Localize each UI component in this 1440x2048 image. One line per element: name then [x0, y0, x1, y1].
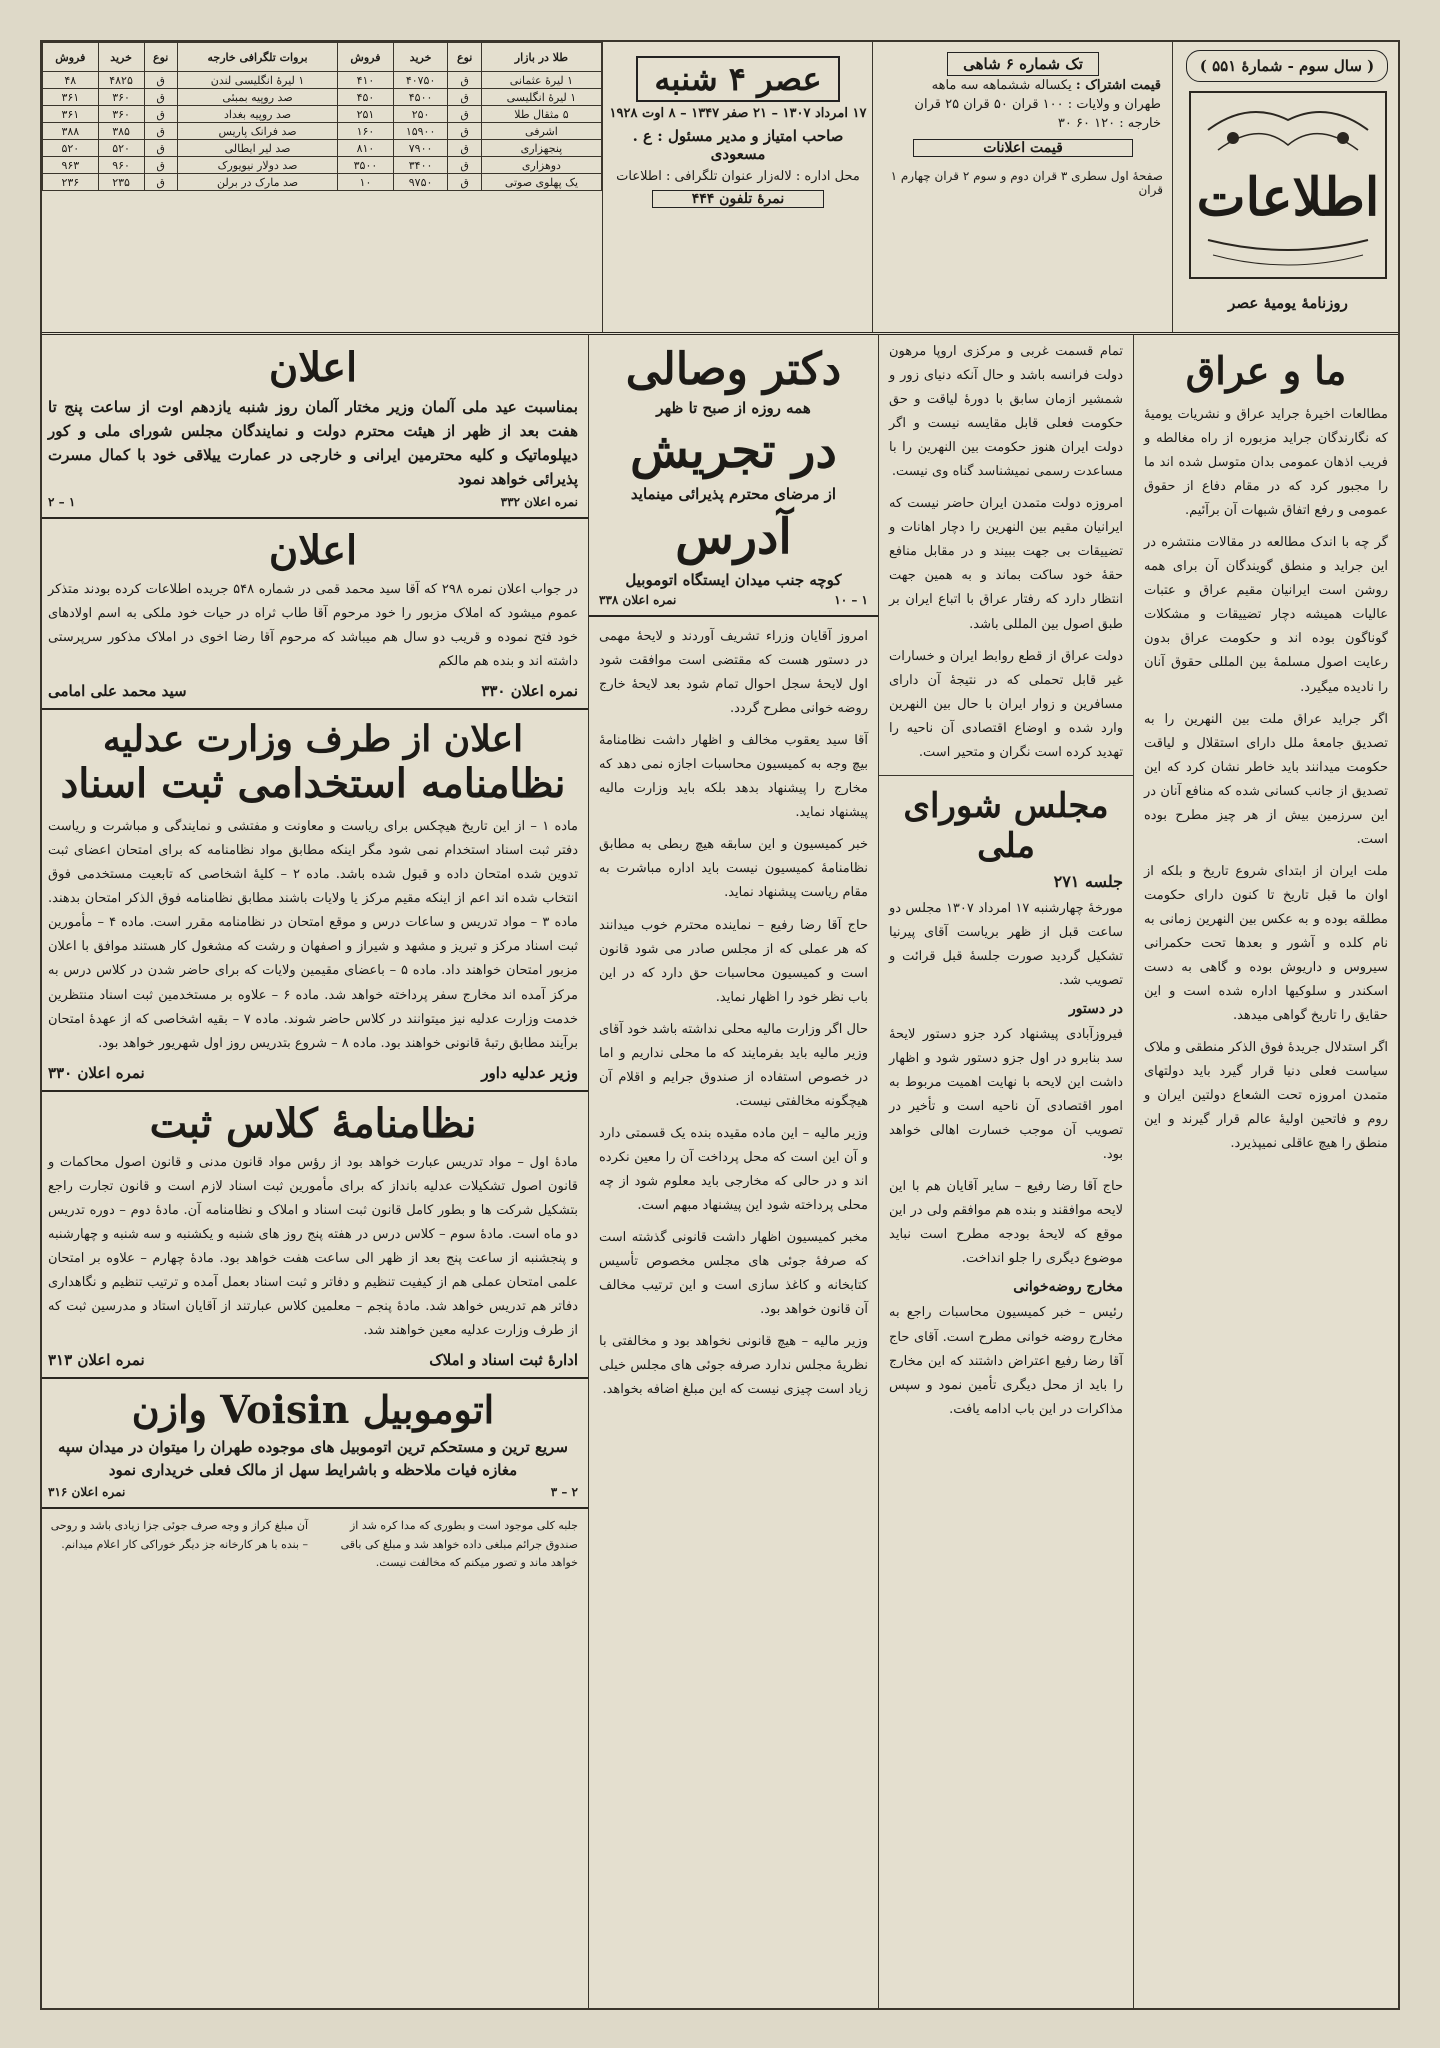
rates-cell: یک پهلوی صوتی: [481, 174, 601, 191]
rates-row: [43, 123, 602, 140]
debate-paragraph: آقا سید یعقوب مخالف و اظهار داشت نظامنامهٔ بیچ وجه به کمیسیون محاسبات اجازه نمی دهد که مخارج را پیشنهاد بدهد بلکه باید وزارت مالیه پیشنهاد نماید.: [599, 733, 868, 821]
logo-illustration-icon: [1188, 90, 1388, 280]
announcement-title: اعلان: [268, 344, 358, 391]
section-divider: [589, 615, 878, 617]
rates-cell: ۱۶۰: [338, 123, 394, 140]
rates-header-cell: نوع: [448, 43, 481, 72]
signature: سید محمد علی امامی: [48, 682, 187, 701]
ad-price-label: قیمت اعلانات: [913, 139, 1133, 157]
single-issue-price: تک شماره ۶ شاهی: [947, 52, 1099, 76]
signature-row: [48, 1064, 578, 1082]
doctor-address: کوچه جنب میدان ایستگاه اتوموبیل: [625, 571, 842, 589]
article-paragraph: گر چه با اندک مطالعه در مقالات منتشره در این جراید و منطق گویندگان آن برای همه روشن است ایرانیان مقیم عراق و عتبات عالیات همیشه دچار تضییقات و مشکلات گوناگون بوده اند و حکومت عراق بدون رعایت اصول مسلمهٔ بین المللی حقوق آنان را نادیده میگیرد.: [1144, 535, 1388, 695]
rates-header-cell: فروش: [338, 43, 394, 72]
rates-cell: ۳۶۱: [43, 89, 99, 106]
rates-cell: ق: [144, 106, 177, 123]
rates-row: [43, 140, 602, 157]
rates-header-cell: طلا در بازار: [481, 43, 601, 72]
rates-cell: ۲۳۶: [43, 174, 99, 191]
article-paragraph: امروزه دولت متمدن ایران حاضر نیست که ایرانیان مقیم بین النهرین را دچار اهانات و تضییقات بی جهت ببیند و در مقابل منافع حقهٔ خود ساکت بماند و به همین جهت انتظار دارد که رفتار عراق با اتباع ایران بر طبق اصول بین المللی باشد.: [889, 496, 1123, 632]
logo-column: [1172, 42, 1398, 332]
car-ad-title: اتوموبیل Voisin وازن: [131, 1387, 495, 1433]
rates-cell: صد فرانک پاریس: [177, 123, 337, 140]
ad-number: نمره اعلان ۳۳۲: [500, 495, 578, 509]
rates-row: [43, 106, 602, 123]
ad-number: نمره اعلان ۳۱۶: [48, 1485, 126, 1500]
title-column: [602, 42, 873, 332]
debate-paragraph: امروز آقایان وزراء تشریف آوردند و لایحهٔ مهمی در دستور هست که مقتضی است موافقت شود اول لایحهٔ سجل احوال تمام شود بعد لایحهٔ خارج روضه خوانی مطرح گردد.: [599, 629, 868, 717]
article-paragraph: مطالعات اخیرهٔ جراید عراق و نشریات یومیهٔ که نگارندگان جراید مزبوره از راه مغالطه و فریب اذهان عمومی بدان متوسل شده اند ما را مجبور کرد که در مقام دفاع از حقوق عمومی و رفع اتفاق شبهات آن برآئیم.: [1144, 407, 1388, 519]
price-column: [872, 42, 1173, 332]
rates-cell: ۳۶۱: [43, 106, 99, 123]
session-number: جلسه ۲۷۱: [1053, 871, 1123, 891]
rates-cell: ۱ لیرهٔ انگلیسی لندن: [177, 72, 337, 89]
rates-cell: صد دولار نیویورک: [177, 157, 337, 174]
rates-row: [43, 157, 602, 174]
session-paragraph: فیروزآبادی پیشنهاد کرد جزو دستور لایحهٔ سد بنابرو در اول جزو دستور شود و اظهار داشت این لایحه با نهایت اهمیت مربوط به امور اقتصادی آن ناحیه است و تأخیر در تصویب آن موجب خسارت اهالی خواهد بود.: [889, 1026, 1123, 1163]
debate-paragraph: حال اگر وزارت مالیه محلی نداشته باشد خود آقای وزیر مالیه باید بفرمایند که ما محلی نداریم و اما در خصوص استفاده از صندوق جرایم و اقلام آن هیچگونه مخالفتی نیست.: [599, 1021, 868, 1109]
abroad-price-row: خارجه : ۱۲۰ ۶۰ ۳۰: [1057, 116, 1161, 131]
rates-cell: ۴۸: [43, 72, 99, 89]
announcement-text: بمناسبت عید ملی آلمان وزیر مختار آلمان روز شنبه یازدهم اوت از ساعت پنج تا هفت بعد از ظهر از هیئت محترم دولت و نمایندگان مجلس شورای ملی و کور دیپلوماتیک و کلیه محترمین ایرانی و خارجی در عمارت ییلاقی خود با کمال مسرت پذیرائی خواهد نمود: [48, 398, 578, 488]
rates-cell: صد روپیه بمبئی: [177, 89, 337, 106]
exchange-rates: [42, 42, 602, 332]
newspaper-logo: [1188, 90, 1388, 280]
rates-header-cell: فروش: [43, 43, 99, 72]
bottom-notes: [48, 1517, 578, 1573]
session-paragraph: رئیس – خبر کمیسیون محاسبات راجع به مخارج روضه خوانی مطرح است. آقای حاج آقا رضا رفیع اعتراض داشتند که این مخارج را باید از محل دیگری تأمین نمود و سپس مذاکرات در این باب ادامه یافت.: [889, 1305, 1123, 1417]
rates-cell: ۲۵۰: [393, 106, 448, 123]
rates-cell: ق: [144, 174, 177, 191]
regulation-headline: نظامنامه استخدامی ثبت اسناد: [60, 760, 566, 808]
address-title: آدرس: [675, 509, 792, 565]
doctor-reception: از مرضای محترم پذیرائی مینماید: [630, 485, 837, 503]
rates-cell: ۳۶۰: [98, 106, 144, 123]
rates-cell: ۴۰۷۵۰: [393, 72, 448, 89]
note-text: آن مبلغ کراز و وجه صرف جوئی جزا زیادی باشد و روحی – بنده با هر کارخانه جز دیگر خوراکی کار اعلام میدانم.: [50, 1519, 308, 1551]
paper-subtitle: روزنامهٔ یومیهٔ عصر: [1228, 294, 1348, 312]
ad-number-row: [48, 495, 578, 509]
rates-cell: ۹۶۰: [98, 157, 144, 174]
volume-tag: ( سال سوم - شمارهٔ ۵۵۱ ): [1186, 50, 1388, 82]
column-divider: [879, 775, 1133, 776]
phone-number: نمرهٔ تلفون ۴۴۴: [652, 190, 824, 208]
rates-cell: ۴۸۲۵: [98, 72, 144, 89]
column-parliament: [878, 334, 1133, 2008]
rates-cell: ۳۵۰۰: [338, 157, 394, 174]
expenses-subhead: مخارج روضه‌خوانی: [1013, 1279, 1123, 1296]
note-text: جلبه کلی موجود است و بطوری که مدا کره شد از صندوق جرائم مبلغی داده خواهد شد و مبلغ کی باقی خواهد ماند و تصور میکنم که مخالفت نیست.: [340, 1519, 578, 1570]
rates-cell: ۳۶۰: [98, 89, 144, 106]
rates-cell: دوهزاری: [481, 157, 601, 174]
doctor-place: در تجریش: [630, 423, 837, 479]
rates-cell: اشرفی: [481, 123, 601, 140]
logo-text: اطلاعات: [1196, 167, 1380, 228]
column-iraq-article: [1133, 334, 1398, 2008]
announcement-title: اعلان: [268, 527, 358, 574]
rates-header-cell: خرید: [393, 43, 448, 72]
rates-cell: صد مارک در برلن: [177, 174, 337, 191]
section-divider: [40, 517, 588, 519]
office-line: محل اداره : لاله‌زار عنوان تلگرافی : اطلاعات: [616, 169, 860, 184]
agenda-subhead: در دستور: [1068, 1000, 1123, 1017]
column-doctor-ad-and-debate: [588, 334, 878, 2008]
rates-cell: ۱۵۹۰۰: [393, 123, 448, 140]
column-announcements: [40, 334, 588, 2008]
ad-number: نمره اعلان ۳۱۳: [48, 1351, 145, 1370]
subscription-label: قیمت اشتراک : یکساله ششماهه سه ماهه: [931, 78, 1161, 93]
rates-cell: صد لیر ایطالی: [177, 140, 337, 157]
rates-cell: ق: [448, 89, 481, 106]
rates-cell: ۴۵۰: [338, 89, 394, 106]
article-paragraph: ملت ایران از ابتدای شروع تاریخ و بلکه از اوان ما قبل تاریخ تا کنون دارای حکومت مطلقه بوده و به عکس بین النهرین زمانی به نام کلده و آشور و بعدها تحت حکمرانی سیروس و داریوش بوده و گاهی به دست اسکندر و سلوکیها اداره شده است و این حقایق را تاریخ گواهی میدهد.: [1144, 863, 1388, 1024]
rates-cell: ق: [144, 140, 177, 157]
rates-cell: ق: [448, 106, 481, 123]
article-headline: ما و عراق: [1185, 348, 1347, 393]
rates-header-cell: نوع: [144, 43, 177, 72]
ad-number-row: [48, 1485, 578, 1499]
article-paragraph: اگر جراید عراق ملت بین النهرین را به تصدیق جامعهٔ ملل دارای استقلال و لیاقت حکومت میدانند باید خاطر نشان کرد که این تصدیق از جانب کسانی شده که منافع آنان در این سرزمین بیش از هر چیز مطرح بوده است.: [1144, 711, 1388, 847]
masthead: [42, 42, 1398, 335]
rates-cell: ۳۴۰۰: [393, 157, 448, 174]
rates-cell: ق: [144, 72, 177, 89]
rates-cell: ۹۶۳: [43, 157, 99, 174]
rates-cell: ق: [448, 174, 481, 191]
rates-cell: ق: [144, 123, 177, 140]
section-divider: [40, 1377, 588, 1379]
ad-range: ۱ – ۲: [48, 495, 76, 509]
ad-number: نمره اعلان ۳۳۸: [599, 593, 677, 607]
ad-number-row: [599, 593, 868, 607]
rates-cell: ۷۹۰۰: [393, 140, 448, 157]
ad-number: نمره اعلان ۳۳۰: [481, 682, 578, 701]
rates-cell: صد روپیه بغداد: [177, 106, 337, 123]
ministry-headline: اعلان از طرف وزارت عدلیه: [102, 718, 524, 761]
rates-cell: ۵۲۰: [98, 140, 144, 157]
rates-cell: ۱ لیرهٔ انگلیسی: [481, 89, 601, 106]
article-paragraph: دولت عراق از قطع روابط ایران و خسارات غیر قابل تحملی که در نتیجهٔ آن دارای مسافرین و زوار ایران با حال بین النهرین وارد شده و اوضاع اقتصادی آن ناحیه را تهدید کرده است نگران و متحیر است.: [889, 648, 1123, 760]
rates-cell: ۱ لیرهٔ عثمانی: [481, 72, 601, 89]
debate-paragraph: وزیر مالیه – این ماده مقیده بنده یک قسمتی دارد و آن این است که محل پرداخت آن را معین نکرده اند و در حالی که مخارجی باید معلوم شود از چه محلی پرداخته شود این پیشنهاد مبهم است.: [599, 1125, 868, 1214]
rates-cell: ق: [144, 89, 177, 106]
rates-cell: ۳۸۵: [98, 123, 144, 140]
debate-paragraph: وزیر مالیه – هیچ قانونی نخواهد بود و مخالفتی با نظریهٔ مجلس ندارد صرفه جوئی های مجلس خیلی زیاد است چیزی نیست که این مبلغ اضافه بخواهد.: [599, 1334, 868, 1398]
tehran-price-row: طهران و ولایات : ۱۰۰ قران ۵۰ قران ۲۵ قران: [914, 97, 1161, 112]
ad-price-text: صفحهٔ اول سطری ۳ قران دوم و سوم ۲ قران چهارم ۱ قران: [890, 169, 1163, 197]
rates-cell: ق: [144, 157, 177, 174]
session-paragraph: حاج آقا رضا رفیع – سایر آقایان هم با این لایحه موافقند و بنده هم موافقم ولی در این موقع که لایحهٔ بودجه مطرح است نباید موضوع دیگری را جلو انداخت.: [889, 1179, 1123, 1267]
rates-cell: ۲۵۱: [338, 106, 394, 123]
rates-cell: ق: [448, 157, 481, 174]
rates-cell: ق: [448, 140, 481, 157]
article-paragraph: اگر استدلال جریدهٔ فوق الذکر منطقی و ملاک سیاست فعلی دنیا قرار گیرد باید دولتهای متمدن امروزه تحت الشعاع دولتین ایران و روم و فاتحین اولیهٔ عالم قرار گیرند و این منطق را هیچ عاقلی نمیپذیرد.: [1144, 1040, 1388, 1152]
rates-header-cell: بروات تلگرافی خارجه: [177, 43, 337, 72]
rates-cell: ق: [448, 72, 481, 89]
class-regulation-title: نظامنامهٔ کلاس ثبت: [149, 1099, 477, 1147]
ad-range: ۲ – ۳: [550, 1485, 578, 1500]
parliament-headline: مجلس شورای ملی: [903, 785, 1109, 866]
debate-paragraph: خبر کمیسیون و این سابقه هیچ ربطی به مطابق نظامنامهٔ کمیسیون نیست باید اداره مباشرت به مقام ریاست پیشنهاد نماید.: [599, 837, 868, 901]
rates-row: [43, 89, 602, 106]
ad-number: نمره اعلان ۳۳۰: [48, 1063, 145, 1082]
issue-date: ۱۷ امرداد ۱۳۰۷ – ۲۱ صفر ۱۳۴۷ – ۸ اوت ۱۹۲۸: [609, 106, 867, 121]
announcement-text: در جواب اعلان نمره ۲۹۸ که آقا سید محمد قمی در شماره ۵۴۸ جریده اطلاعات کرده بودند متذکر عموم میشود که املاک مزبور را خود مرحوم آقا طاب ثراه در حیات خود ملکی به اسم اولادهای خود فتح نموده و قریب دو سال هم میباشد که مرحوم آقا رضا اخوی در املاک مذکور سرپرستی داشته اند و بنده هم مالکم: [48, 582, 578, 670]
signature-row: [48, 1351, 578, 1369]
day-title: عصر ۴ شنبه: [636, 56, 840, 102]
rates-cell: ۵ مثقال طلا: [481, 106, 601, 123]
class-regulation-text: مادهٔ اول – مواد تدریس عبارت خواهد بود از رؤس مواد قانون مدنی و قانون اصول محاکمات و قانون اصول تشکیلات عدلیه بانداز که برای مأمورین ثبت اسناد لازم است و قانون تجارت راجع بتشکیل شرکت ها و بطور کامل قانون ثبت اسناد و املاک و نظامنامه آن. مادهٔ دوم – دوره تدریس دو ماه است. مادهٔ سوم – کلاس درس در هفته پنج روز های شنبه و یکشنبه و سه شنبه و چهارشنبه و پنجشنبه از ساعت پنج بعد از ظهر الی ساعت هفت خواهد بود. مادهٔ چهارم – علاوه بر امتحان علمی امتحان عملی هم از کیفیت تنظیم و دفاتر و ثبت اسناد بعمل آمده و ترتیب تنظیم و نگاهداری دفاتر هم تدریس خواهد شد. مادهٔ پنجم – معلمین کلاس عبارتند از آقایان استاد و مدرسین ثبت که از طرف وزارت عدلیه معین خواهند شد.: [48, 1154, 578, 1338]
section-divider: [40, 1090, 588, 1092]
newspaper-page: [40, 40, 1400, 2010]
rates-cell: ق: [448, 123, 481, 140]
debate-paragraph: حاج آقا رضا رفیع – نماینده محترم خوب میدانند که هر عملی که از مجلس صادر می شود قانون است و کمیسیون محاسبات حق دارد که در این باب نظر خود را اظهار نماید.: [599, 917, 868, 1005]
signature: ادارهٔ ثبت اسناد و املاک: [429, 1351, 578, 1370]
rates-cell: ۳۸۸: [43, 123, 99, 140]
doctor-hours: همه روزه از صبح تا ظهر: [656, 399, 811, 417]
rates-cell: ۹۷۵۰: [393, 174, 448, 191]
rates-cell: پنجهزاری: [481, 140, 601, 157]
rates-row: [43, 72, 602, 89]
rates-cell: ۸۱۰: [338, 140, 394, 157]
article-paragraph: تمام قسمت غربی و مرکزی اروپا مرهون دولت فرانسه باشد و حال آنکه دنیای زور و شمشیر ازمان سابق با دورهٔ لیاقت و حق حکومت فعلی قابل مقایسه نیست و اگر دولت ایران هنوز حکومت بین النهرین را با مساعدت رسمی نمیشناسد گناه وی نیست.: [889, 344, 1123, 480]
rates-cell: ۴۱۰: [338, 72, 394, 89]
section-divider: [40, 708, 588, 710]
signature: وزیر عدلیه داور: [481, 1063, 578, 1082]
rates-cell: ۲۳۵: [98, 174, 144, 191]
ad-range: ۱ – ۱۰: [834, 593, 868, 607]
rates-row: [43, 174, 602, 191]
doctor-name: دکتر وصالی: [625, 344, 842, 395]
debate-paragraph: مخبر کمیسیون اظهار داشت قانونی گذشته است که صرفهٔ جوئی های مجلس مخصوص تأسیس کتابخانه و کاغذ سازی است و این ترتیب مخالف آن قانون خواهد بود.: [599, 1230, 868, 1318]
rates-table: [42, 42, 602, 191]
rates-cell: ۵۲۰: [43, 140, 99, 157]
session-intro: مورخهٔ چهارشنبه ۱۷ امرداد ۱۳۰۷ مجلس دو ساعت قبل از ظهر بریاست آقای پیرنیا تشکیل گردید صورت جلسهٔ قبل قرائت و تصویب شد.: [889, 900, 1123, 988]
section-divider: [40, 1507, 588, 1509]
owner-line: صاحب امتیاز و مدیر مسئول : ع . مسعودی: [632, 127, 844, 163]
rates-header-cell: خرید: [98, 43, 144, 72]
rates-cell: ۱۰: [338, 174, 394, 191]
car-ad-text: سریع ترین و مستحکم ترین اتوموبیل های موجوده طهران را میتوان در میدان سپه مغازه فیات ملاحظه و باشرایط سهل از مالک فعلی خریداری نمود: [57, 1438, 569, 1479]
regulation-text: ماده ۱ – از این تاریخ هیچکس برای ریاست و معاونت و مفتشی و نمایندگی و مباشرت و ریاست دفتر ثبت اسناد استخدام نمی شود مگر اینکه مطابق مواد نظامنامه که برای امتحان اعضای ثبت تدوین شده امتحان داده و قبول شده باشد. ماده ۲ – کلیهٔ اشخاصی که تابعیت مستخدمی فوق انتخاب شده اند اعم از اینکه مقیم مرکز یا ولایات باشند مطابق نظامنامه فوق الذکر امتحان بدهند. ماده ۳ – مواد تدریس و ساعات درس و موقع امتحان در نظامنامه مقرر است. ماده ۴ – مأمورین ثبت اسناد مرکز و تبریز و مشهد و شیراز و اصفهان و رشت که مشغول کار هستند موافق با اعلان مزبور امتحان خواهند داد. ماده ۵ – باعضای مقیمین ولایات که برای حاضر شدن در کلاس درس به مرکز آمده اند مخارج سفر پرداخته خواهد شد. ماده ۶ – علاوه بر مستخدمین ثبت اسناد منتظرین خدمت وزارت عدلیه نیز میتوانند در کلاس حاضر شوند. ماده ۷ – بقیه اشخاصی که از عهدهٔ امتحان برآیند مطابق رتبهٔ قانونی خواهند بود. ماده ۸ – شروع بتدریس روز اول شهریور خواهد بود.: [48, 819, 579, 1051]
rates-cell: ۴۵۰۰: [393, 89, 448, 106]
signature-row: [48, 682, 578, 700]
